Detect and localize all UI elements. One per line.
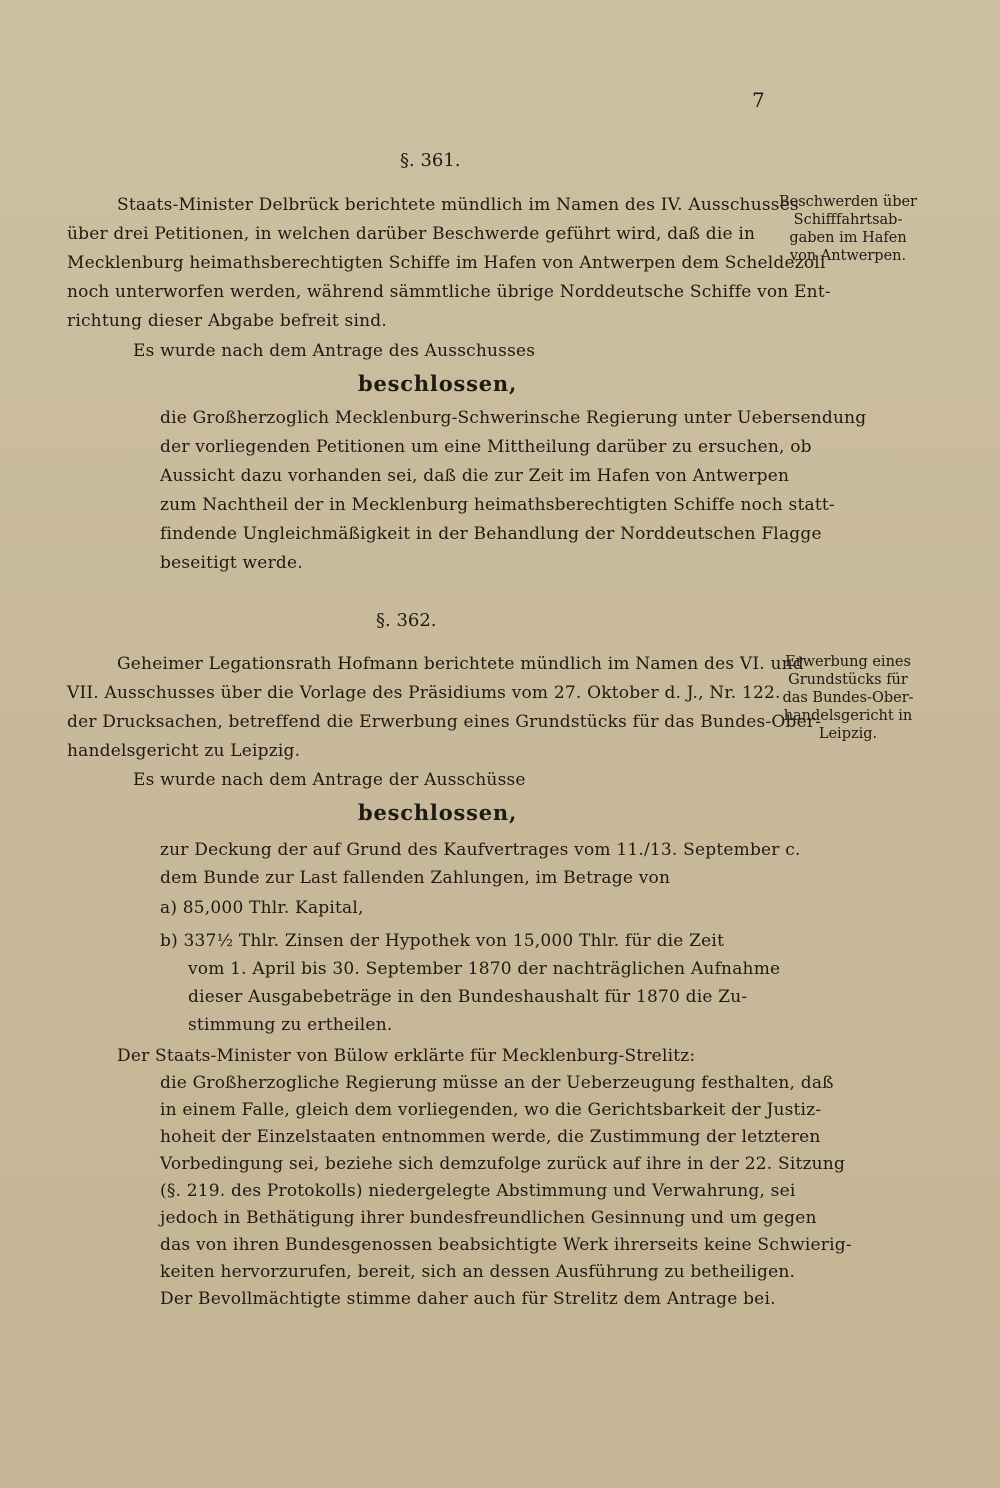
statement-line: Der Staats-Minister von Bülow erklärte für Mecklenburg-Strelitz: (117, 1046, 696, 1066)
page-number: 7 (752, 88, 765, 112)
text-line: handelsgericht zu Leipzig. (67, 741, 301, 761)
statement-line: Der Bevollmächtigte stimme daher auch für Strelitz dem Antrage bei. (160, 1289, 776, 1309)
text-line: richtung dieser Abgabe befreit sind. (67, 311, 387, 331)
resolution-line: zur Deckung der auf Grund des Kaufvertrages vom 11./13. September c. (160, 840, 801, 860)
text-line: über drei Petitionen, in welchen darüber Beschwerde geführt wird, daß die in (67, 224, 756, 244)
text-line: noch unterworfen werden, während sämmtliche übrige Norddeutsche Schiffe von Ent- (67, 282, 831, 302)
resolution-line: findende Ungleichmäßigkeit in der Behandlung der Norddeutschen Flagge (160, 524, 822, 544)
list-item: dieser Ausgabebeträge in den Bundeshaushalt für 1870 die Zu- (188, 987, 748, 1007)
resolution-line: dem Bunde zur Last fallenden Zahlungen, im Betrage von (160, 868, 671, 888)
text-line: der Drucksachen, betreffend die Erwerbung eines Grundstücks für das Bundes-Ober- (67, 712, 822, 732)
statement-line: keiten hervorzurufen, bereit, sich an dessen Ausführung zu betheiligen. (160, 1262, 796, 1282)
statement-line: hoheit der Einzelstaaten entnommen werde, die Zustimmung der letzteren (160, 1127, 821, 1147)
resolution-line: zum Nachtheil der in Mecklenburg heimathsberechtigten Schiffe noch statt- (160, 495, 835, 515)
text-line: Es wurde nach dem Antrage des Ausschusses (133, 341, 536, 361)
resolution-line: beseitigt werde. (160, 553, 303, 573)
list-item: vom 1. April bis 30. September 1870 der nachträglichen Aufnahme (188, 959, 781, 979)
list-item: a) 85,000 Thlr. Kapital, (160, 898, 364, 918)
statement-line: das von ihren Bundesgenossen beabsichtigte Werk ihrerseits keine Schwierig- (160, 1235, 852, 1255)
text-line: Geheimer Legationsrath Hofmann berichtete mündlich im Namen des VI. und (117, 654, 804, 674)
text-line: Mecklenburg heimathsberechtigten Schiffe im Hafen von Antwerpen dem Scheldezoll (67, 253, 826, 273)
margin-note: Erwerbung eines Grundstücks für das Bundes-Ober- handelsgericht in Leipzig. (782, 654, 914, 742)
margin-note: Beschwerden über Schifffahrtsab- gaben im Hafen von Antwerpen. (778, 194, 917, 264)
statement-line: (§. 219. des Protokolls) niedergelegte Abstimmung und Verwahrung, sei (160, 1181, 796, 1201)
resolution-heading: beschlossen, (358, 800, 518, 825)
list-item: stimmung zu ertheilen. (188, 1015, 393, 1035)
statement-line: jedoch in Bethätigung ihrer bundesfreundlichen Gesinnung und um gegen (160, 1208, 817, 1228)
resolution-line: Aussicht dazu vorhanden sei, daß die zur Zeit im Hafen von Antwerpen (160, 466, 790, 486)
section-362-heading: §. 362. (376, 610, 437, 631)
resolution-heading: beschlossen, (358, 371, 518, 396)
resolution-line: der vorliegenden Petitionen um eine Mittheilung darüber zu ersuchen, ob (160, 437, 812, 457)
text-line: VII. Ausschusses über die Vorlage des Präsidiums vom 27. Oktober d. J., Nr. 122. (67, 683, 781, 703)
statement-line: Vorbedingung sei, beziehe sich demzufolge zurück auf ihre in der 22. Sitzung (160, 1154, 846, 1174)
resolution-line: die Großherzoglich Mecklenburg-Schwerinsche Regierung unter Uebersendung (160, 408, 867, 428)
statement-line: die Großherzogliche Regierung müsse an der Ueberzeugung festhalten, daß (160, 1073, 834, 1093)
section-361-heading: §. 361. (400, 150, 461, 171)
text-line: Staats-Minister Delbrück berichtete mündlich im Namen des IV. Ausschusses (117, 195, 799, 215)
list-item: b) 337½ Thlr. Zinsen der Hypothek von 15,000 Thlr. für die Zeit (160, 931, 725, 951)
statement-line: in einem Falle, gleich dem vorliegenden, wo die Gerichtsbarkeit der Justiz- (160, 1100, 822, 1120)
text-line: Es wurde nach dem Antrage der Ausschüsse (133, 770, 526, 790)
